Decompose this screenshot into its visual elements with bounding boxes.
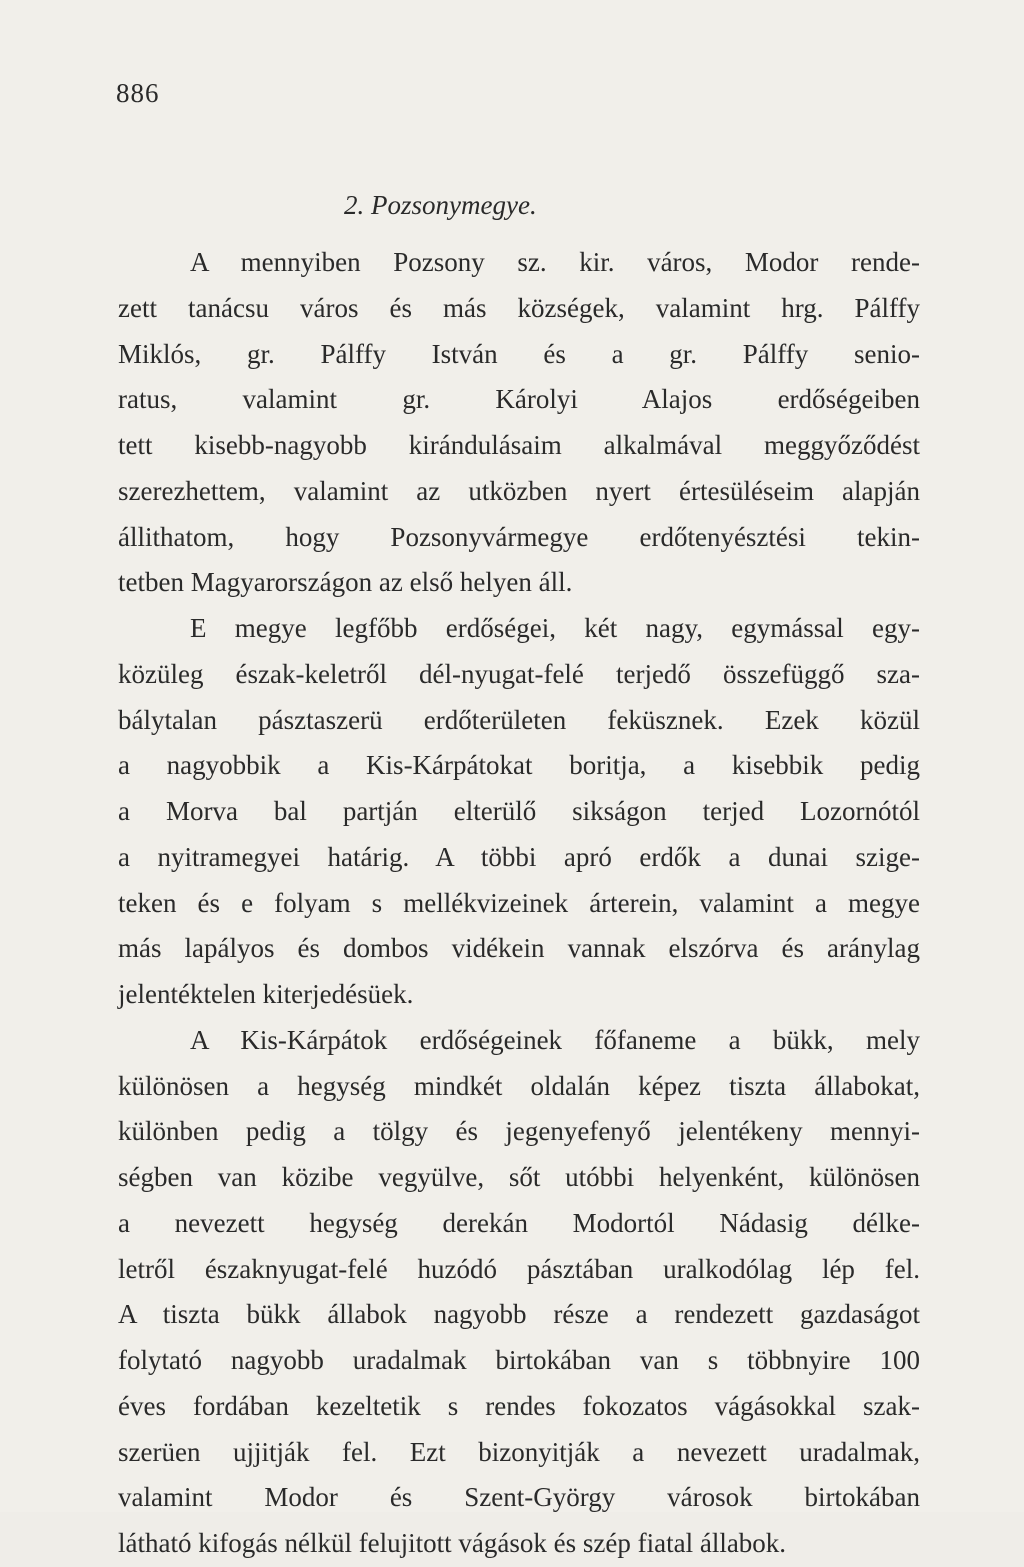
text-line: a nagyobbik a Kis-Kárpátokat boritja, a kisebbik pedig xyxy=(118,750,920,781)
text-line: szerüen ujjitják fel. Ezt bizonyitják a nevezett uradalmak, xyxy=(118,1436,920,1467)
text-line: a nyitramegyei határig. A többi apró erdők a dunai szige- xyxy=(118,841,920,872)
text-line: letről északnyugat-felé huzódó pásztában uralkodólag lép fel. xyxy=(118,1253,920,1284)
text-line: más lapályos és dombos vidékein vannak elszórva és aránylag xyxy=(118,933,920,964)
text-line: teken és e folyam s mellékvizeinek árterein, valamint a megye xyxy=(118,887,920,918)
section-title: 2. Pozsonymegye. xyxy=(344,190,537,220)
text-line: E megye legfőbb erdőségei, két nagy, egymással egy- xyxy=(190,613,920,643)
paragraph-3 xyxy=(118,1018,920,1567)
text-line: éves fordában kezeltetik s rendes fokozatos vágásokkal szak- xyxy=(118,1390,920,1421)
text-line: állithatom, hogy Pozsonyvármegye erdőtenyésztési tekin- xyxy=(118,521,920,552)
text-line: ratus, valamint gr. Károlyi Alajos erdőségeiben xyxy=(118,384,920,415)
text-line: tetben Magyarországon az első helyen áll. xyxy=(118,567,573,598)
text-line: szerezhettem, valamint az utközben nyert értesüléseim alapján xyxy=(118,475,920,506)
text-line: A tiszta bükk állabok nagyobb része a rendezett gazdaságot xyxy=(118,1299,920,1330)
text-line: zett tanácsu város és más községek, valamint hrg. Pálffy xyxy=(118,292,920,323)
text-line: a Morva bal partján elterülő sikságon terjed Lozornótól xyxy=(118,796,920,826)
text-line: közüleg észak-keletről dél-nyugat-felé terjedő összefüggő sza- xyxy=(118,658,920,689)
text-line: jelentéktelen kiterjedésüek. xyxy=(118,979,414,1009)
paragraph-1 xyxy=(118,240,920,606)
text-line: valamint Modor és Szent-György városok birtokában xyxy=(118,1482,920,1513)
text-line: ségben van közibe vegyülve, sőt utóbbi helyenként, különösen xyxy=(118,1162,920,1192)
text-line: látható kifogás nélkül felujitott vágások és szép fiatal állabok. xyxy=(118,1528,787,1558)
paragraph-2 xyxy=(118,606,920,1018)
text-line: tett kisebb-nagyobb kirándulásaim alkalmával meggyőződést xyxy=(118,430,920,460)
text-line: bálytalan pásztaszerü erdőterületen feküsznek. Ezek közül xyxy=(118,704,920,735)
body-text xyxy=(118,240,920,1567)
text-line: a nevezett hegység derekán Modortól Nádasig délke- xyxy=(118,1207,920,1238)
text-line: különösen a hegység mindkét oldalán képez tiszta állabokat, xyxy=(118,1070,920,1101)
text-line: folytató nagyobb uradalmak birtokában van s többnyire 100 xyxy=(118,1345,920,1375)
text-line: A mennyiben Pozsony sz. kir. város, Modor rende- xyxy=(190,247,920,277)
text-line: Miklós, gr. Pálffy István és a gr. Pálffy senio- xyxy=(118,338,920,369)
text-line: A Kis-Kárpátok erdőségeinek főfaneme a bükk, mely xyxy=(190,1024,920,1055)
page-number: 886 xyxy=(116,78,160,108)
text-line: különben pedig a tölgy és jegenyefenyő jelentékeny mennyi- xyxy=(118,1116,920,1147)
